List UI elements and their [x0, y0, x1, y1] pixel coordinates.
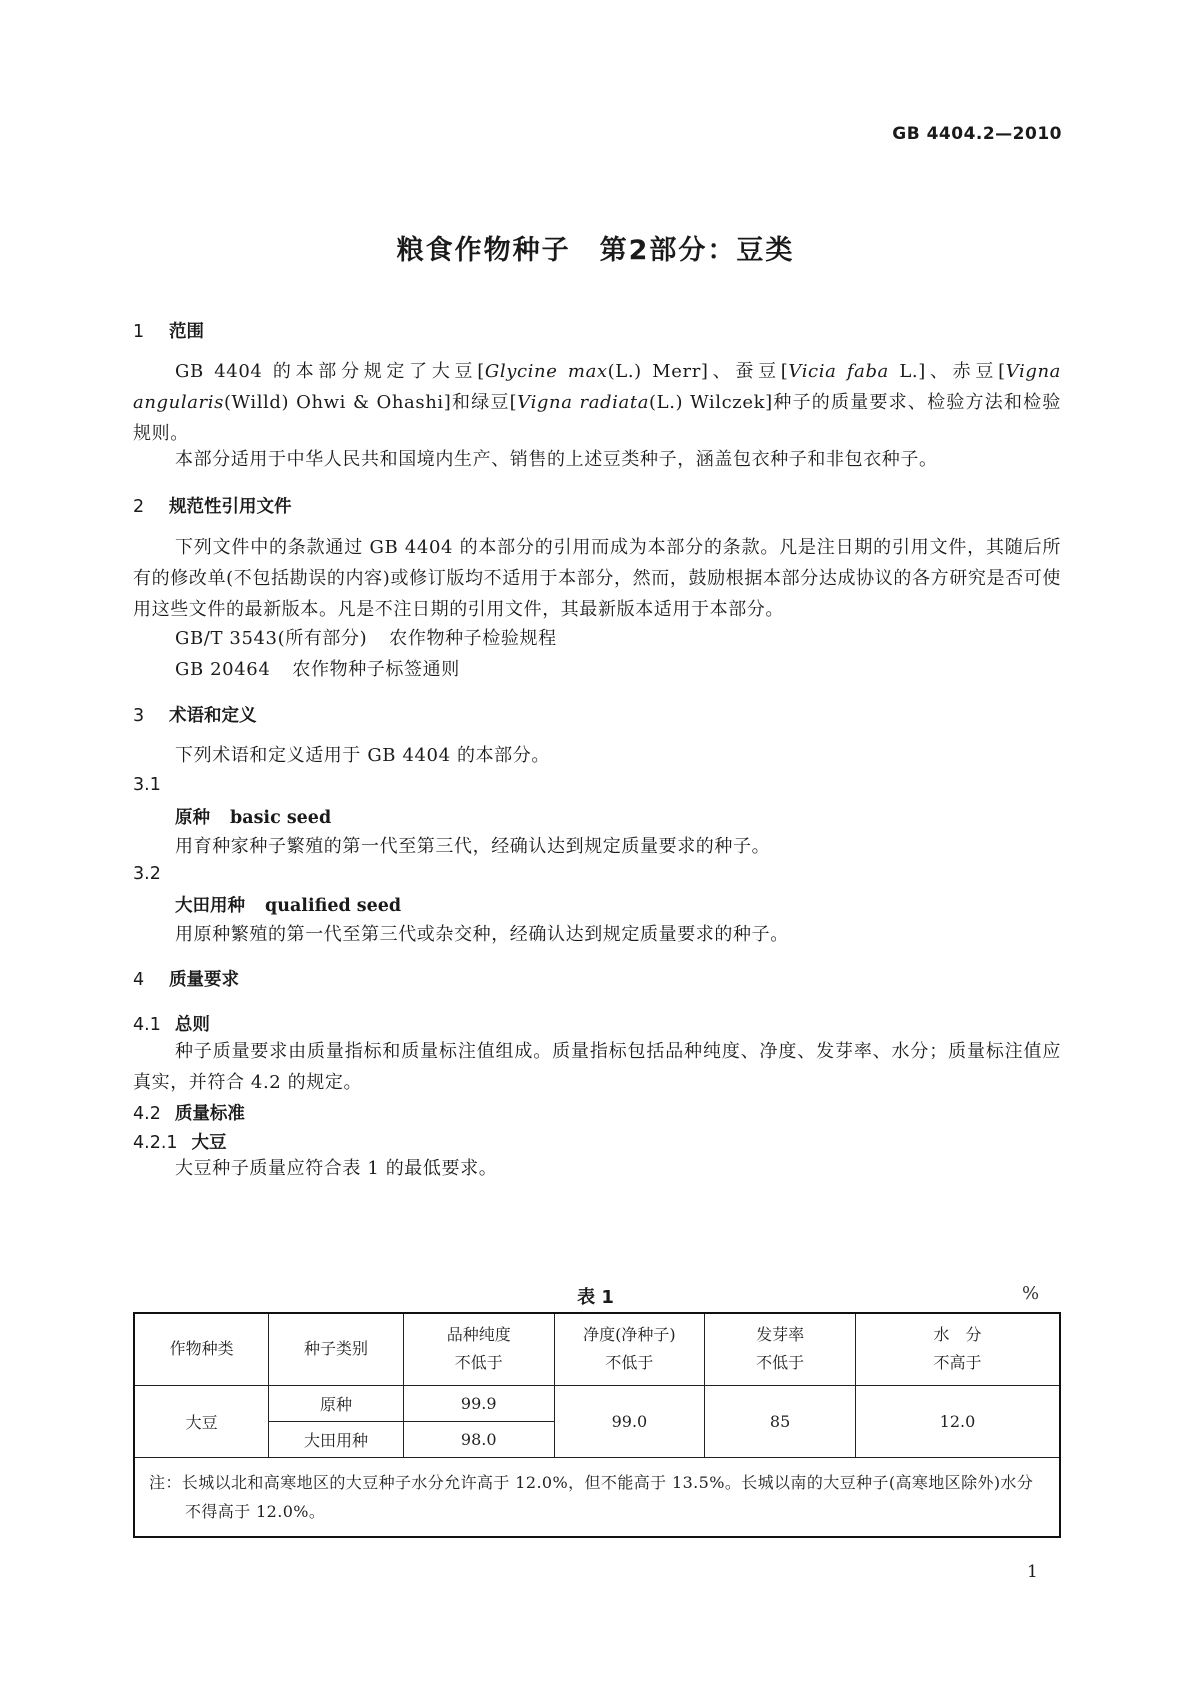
cell-purity: 98.0	[403, 1421, 554, 1457]
standard-code: GB 4404.2—2010	[892, 124, 1062, 144]
quality-table	[133, 1312, 1061, 1538]
subsection-number: 4.2	[133, 1104, 161, 1124]
species-name: Vigna radiata	[517, 392, 650, 413]
table-note-row	[134, 1457, 1060, 1537]
term-number: 3.1	[133, 775, 161, 795]
term-cn: 大田用种	[175, 896, 245, 916]
term-en: basic seed	[230, 808, 332, 828]
text-run: L.]、赤豆[	[888, 361, 1006, 382]
header-line: 不低于	[454, 1353, 503, 1373]
reference-doc: GB/T 3543(所有部分)	[175, 628, 368, 649]
cell-category: 大田用种	[269, 1421, 404, 1457]
header-line: 净度(净种子)	[583, 1325, 676, 1345]
table-note	[134, 1457, 1060, 1537]
section-title: 术语和定义	[169, 706, 257, 726]
note-text: 注：长城以北和高寒地区的大豆种子水分允许高于 12.0%，但不能高于 13.5%。长城以南的大豆种子(高寒地区除外)水分不得高于 12.0%。	[149, 1472, 1034, 1521]
text-run: (L.) Merr]、蚕豆[	[607, 361, 789, 382]
term-heading	[175, 804, 331, 829]
header-line: 不低于	[756, 1353, 805, 1373]
section-2-heading	[133, 493, 292, 518]
table-row	[134, 1385, 1060, 1421]
term-definition: 用育种家种子繁殖的第一代至第三代，经确认达到规定质量要求的种子。	[175, 836, 771, 857]
term-cn: 原种	[175, 808, 210, 828]
page-number: 1	[1027, 1562, 1038, 1582]
section-title: 范围	[169, 322, 204, 342]
section-number: 1	[133, 322, 145, 342]
reference-name: 农作物种子标签通则	[292, 659, 460, 680]
subsection-4-2-heading	[133, 1100, 245, 1125]
table-title: 表 1	[577, 1287, 614, 1308]
subsection-4-2-1-heading	[133, 1129, 227, 1154]
scope-paragraph-1	[133, 356, 1061, 449]
header-germination	[705, 1313, 856, 1385]
section-number: 3	[133, 706, 145, 726]
cell-crop: 大豆	[134, 1385, 269, 1457]
section-4-heading	[133, 966, 239, 991]
reference-name: 农作物种子检验规程	[389, 628, 557, 649]
header-purity	[403, 1313, 554, 1385]
header-crop: 作物种类	[134, 1313, 269, 1385]
subsection-number: 4.2.1	[133, 1133, 178, 1153]
cell-category: 原种	[269, 1385, 404, 1421]
term-number: 3.2	[133, 864, 161, 884]
species-name: Glycine max	[484, 361, 608, 382]
species-name: Vigna angularis	[133, 361, 1061, 413]
table-header-row	[134, 1313, 1060, 1385]
general-paragraph: 种子质量要求由质量指标和质量标注值组成。质量指标包括品种纯度、净度、发芽率、水分；质量标注值应真实，并符合 4.2 的规定。	[133, 1041, 1061, 1093]
header-line: 不低于	[605, 1353, 654, 1373]
header-line: 不高于	[933, 1353, 982, 1373]
section-number: 2	[133, 497, 145, 517]
subsection-title: 质量标准	[174, 1104, 245, 1124]
header-line: 水 分	[933, 1325, 982, 1345]
header-cleanness	[554, 1313, 705, 1385]
section-number: 4	[133, 970, 145, 990]
cell-moisture: 12.0	[855, 1385, 1060, 1457]
terms-intro: 下列术语和定义适用于 GB 4404 的本部分。	[175, 745, 550, 766]
cell-purity: 99.9	[403, 1385, 554, 1421]
reference-item	[175, 655, 460, 681]
subsection-number: 4.1	[133, 1015, 161, 1035]
soybean-paragraph: 大豆种子质量应符合表 1 的最低要求。	[175, 1158, 498, 1179]
text-run: (Willd) Ohwi & Ohashi]和绿豆[	[223, 392, 518, 413]
cell-cleanness: 99.0	[554, 1385, 705, 1457]
header-category: 种子类别	[269, 1313, 404, 1385]
subsection-4-1-heading	[133, 1011, 210, 1036]
reference-doc: GB 20464	[175, 659, 271, 680]
species-name: Vicia faba	[788, 361, 889, 382]
table-unit: %	[1022, 1283, 1040, 1304]
section-title: 质量要求	[169, 970, 239, 990]
header-line: 发芽率	[756, 1325, 805, 1345]
page-title: 粮食作物种子 第2部分：豆类	[396, 235, 795, 266]
section-3-heading	[133, 702, 257, 727]
reference-item	[175, 624, 557, 650]
term-en: qualified seed	[265, 896, 402, 916]
text-run: (L.) Wilczek]种子的质量要求、检验方法和检验规则。	[133, 392, 1061, 444]
subsection-title: 总则	[174, 1015, 210, 1035]
cell-germination: 85	[705, 1385, 856, 1457]
header-line: 品种纯度	[446, 1325, 511, 1345]
references-paragraph: 下列文件中的条款通过 GB 4404 的本部分的引用而成为本部分的条款。凡是注日期的引用文件，其随后所有的修改单(不包括勘误的内容)或修订版均不适用于本部分，然而，鼓励根据本部分达成协议的各方研究是否可使用这些文件的最新版本。凡是不注日期的引用文件，其最新版本适用于本部分。	[133, 537, 1061, 620]
section-title: 规范性引用文件	[169, 497, 292, 517]
header-moisture	[855, 1313, 1060, 1385]
text-run: GB 4404 的本部分规定了大豆[	[175, 361, 485, 382]
section-1-heading	[133, 318, 204, 343]
term-heading	[175, 892, 401, 917]
scope-paragraph-2: 本部分适用于中华人民共和国境内生产、销售的上述豆类种子，涵盖包衣种子和非包衣种子。	[175, 449, 938, 470]
subsection-title: 大豆	[191, 1133, 227, 1153]
term-definition: 用原种繁殖的第一代至第三代或杂交种，经确认达到规定质量要求的种子。	[175, 924, 789, 945]
